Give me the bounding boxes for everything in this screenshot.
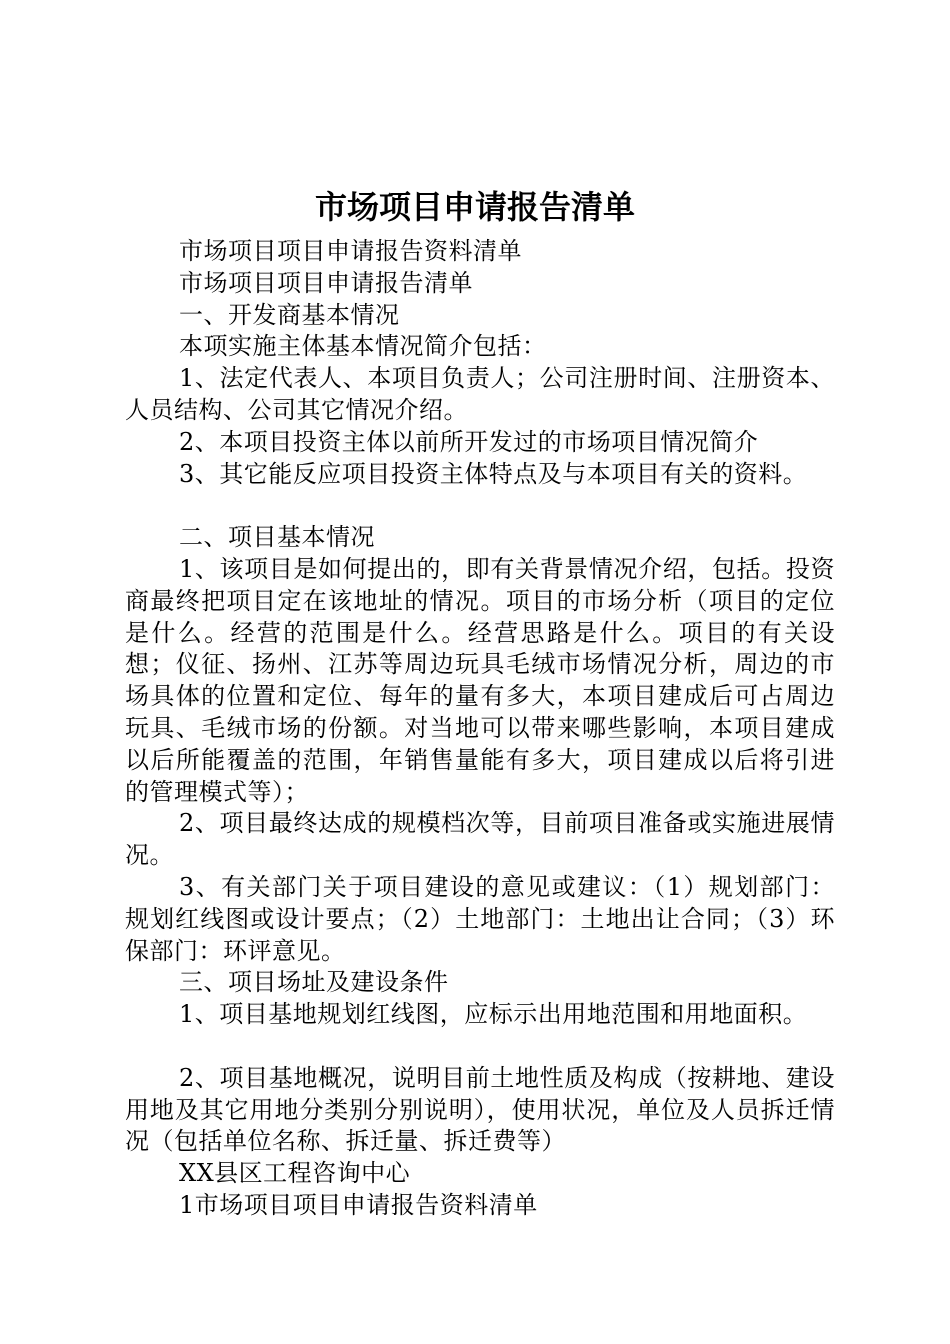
paragraph: 3、有关部门关于项目建设的意见或建议：（1）规划部门：规划红线图或设计要点；（2）土地部门：土地出让合同；（3）环保部门：环评意见。: [125, 872, 835, 965]
paragraph: 市场项目项目申请报告资料清单: [179, 237, 522, 265]
paragraph: 市场项目项目申请报告清单: [179, 268, 473, 297]
blank-line: [125, 1031, 835, 1063]
paragraph: 本项实施主体基本情况简介包括：: [179, 332, 547, 361]
section-heading: 二、项目基本情况: [179, 523, 375, 552]
blank-line: [125, 490, 835, 522]
paragraph: 3、其它能反应项目投资主体特点及与本项目有关的资料。: [179, 459, 808, 488]
paragraph: 2、项目最终达成的规模档次等，目前项目准备或实施进展情况。: [125, 809, 835, 870]
document-body: [125, 236, 835, 1222]
paragraph: 1、法定代表人、本项目负责人；公司注册时间、注册资本、人员结构、公司其它情况介绍。: [125, 364, 835, 424]
section-heading: 一、开发商基本情况: [179, 300, 400, 329]
paragraph: 2、本项目投资主体以前所开发过的市场项目情况简介: [179, 427, 759, 456]
paragraph: 2、项目基地概况，说明目前土地性质及构成（按耕地、建设用地及其它用地分类别分别说明），使用状况，单位及人员拆迁情况（包括单位名称、拆迁量、拆迁费等）: [125, 1063, 835, 1156]
paragraph: 1市场项目项目申请报告资料清单: [179, 1190, 538, 1219]
section-heading: 三、项目场址及建设条件: [179, 968, 449, 997]
document-title: 市场项目申请报告清单: [314, 188, 635, 226]
paragraph: 1、项目基地规划红线图，应标示出用地范围和用地面积。: [179, 1000, 808, 1029]
paragraph: 1、该项目是如何提出的，即有关背景情况介绍，包括。投资商最终把项目定在该地址的情况。项目的市场分析（项目的定位是什么。经营的范围是什么。经营思路是什么。项目的有关设想；仪征、扬州、江苏等周边玩具毛绒市场情况分析，周边的市场具体的位置和定位、每年的量有多大，本项目建成后可占周边玩具、毛绒市场的份额。对当地可以带来哪些影响，本项目建成以后所能覆盖的范围，年销售量能有多大，项目建成以后将引进的管理模式等）；: [125, 554, 835, 806]
organization-name: XX县区工程咨询中心: [179, 1159, 411, 1188]
